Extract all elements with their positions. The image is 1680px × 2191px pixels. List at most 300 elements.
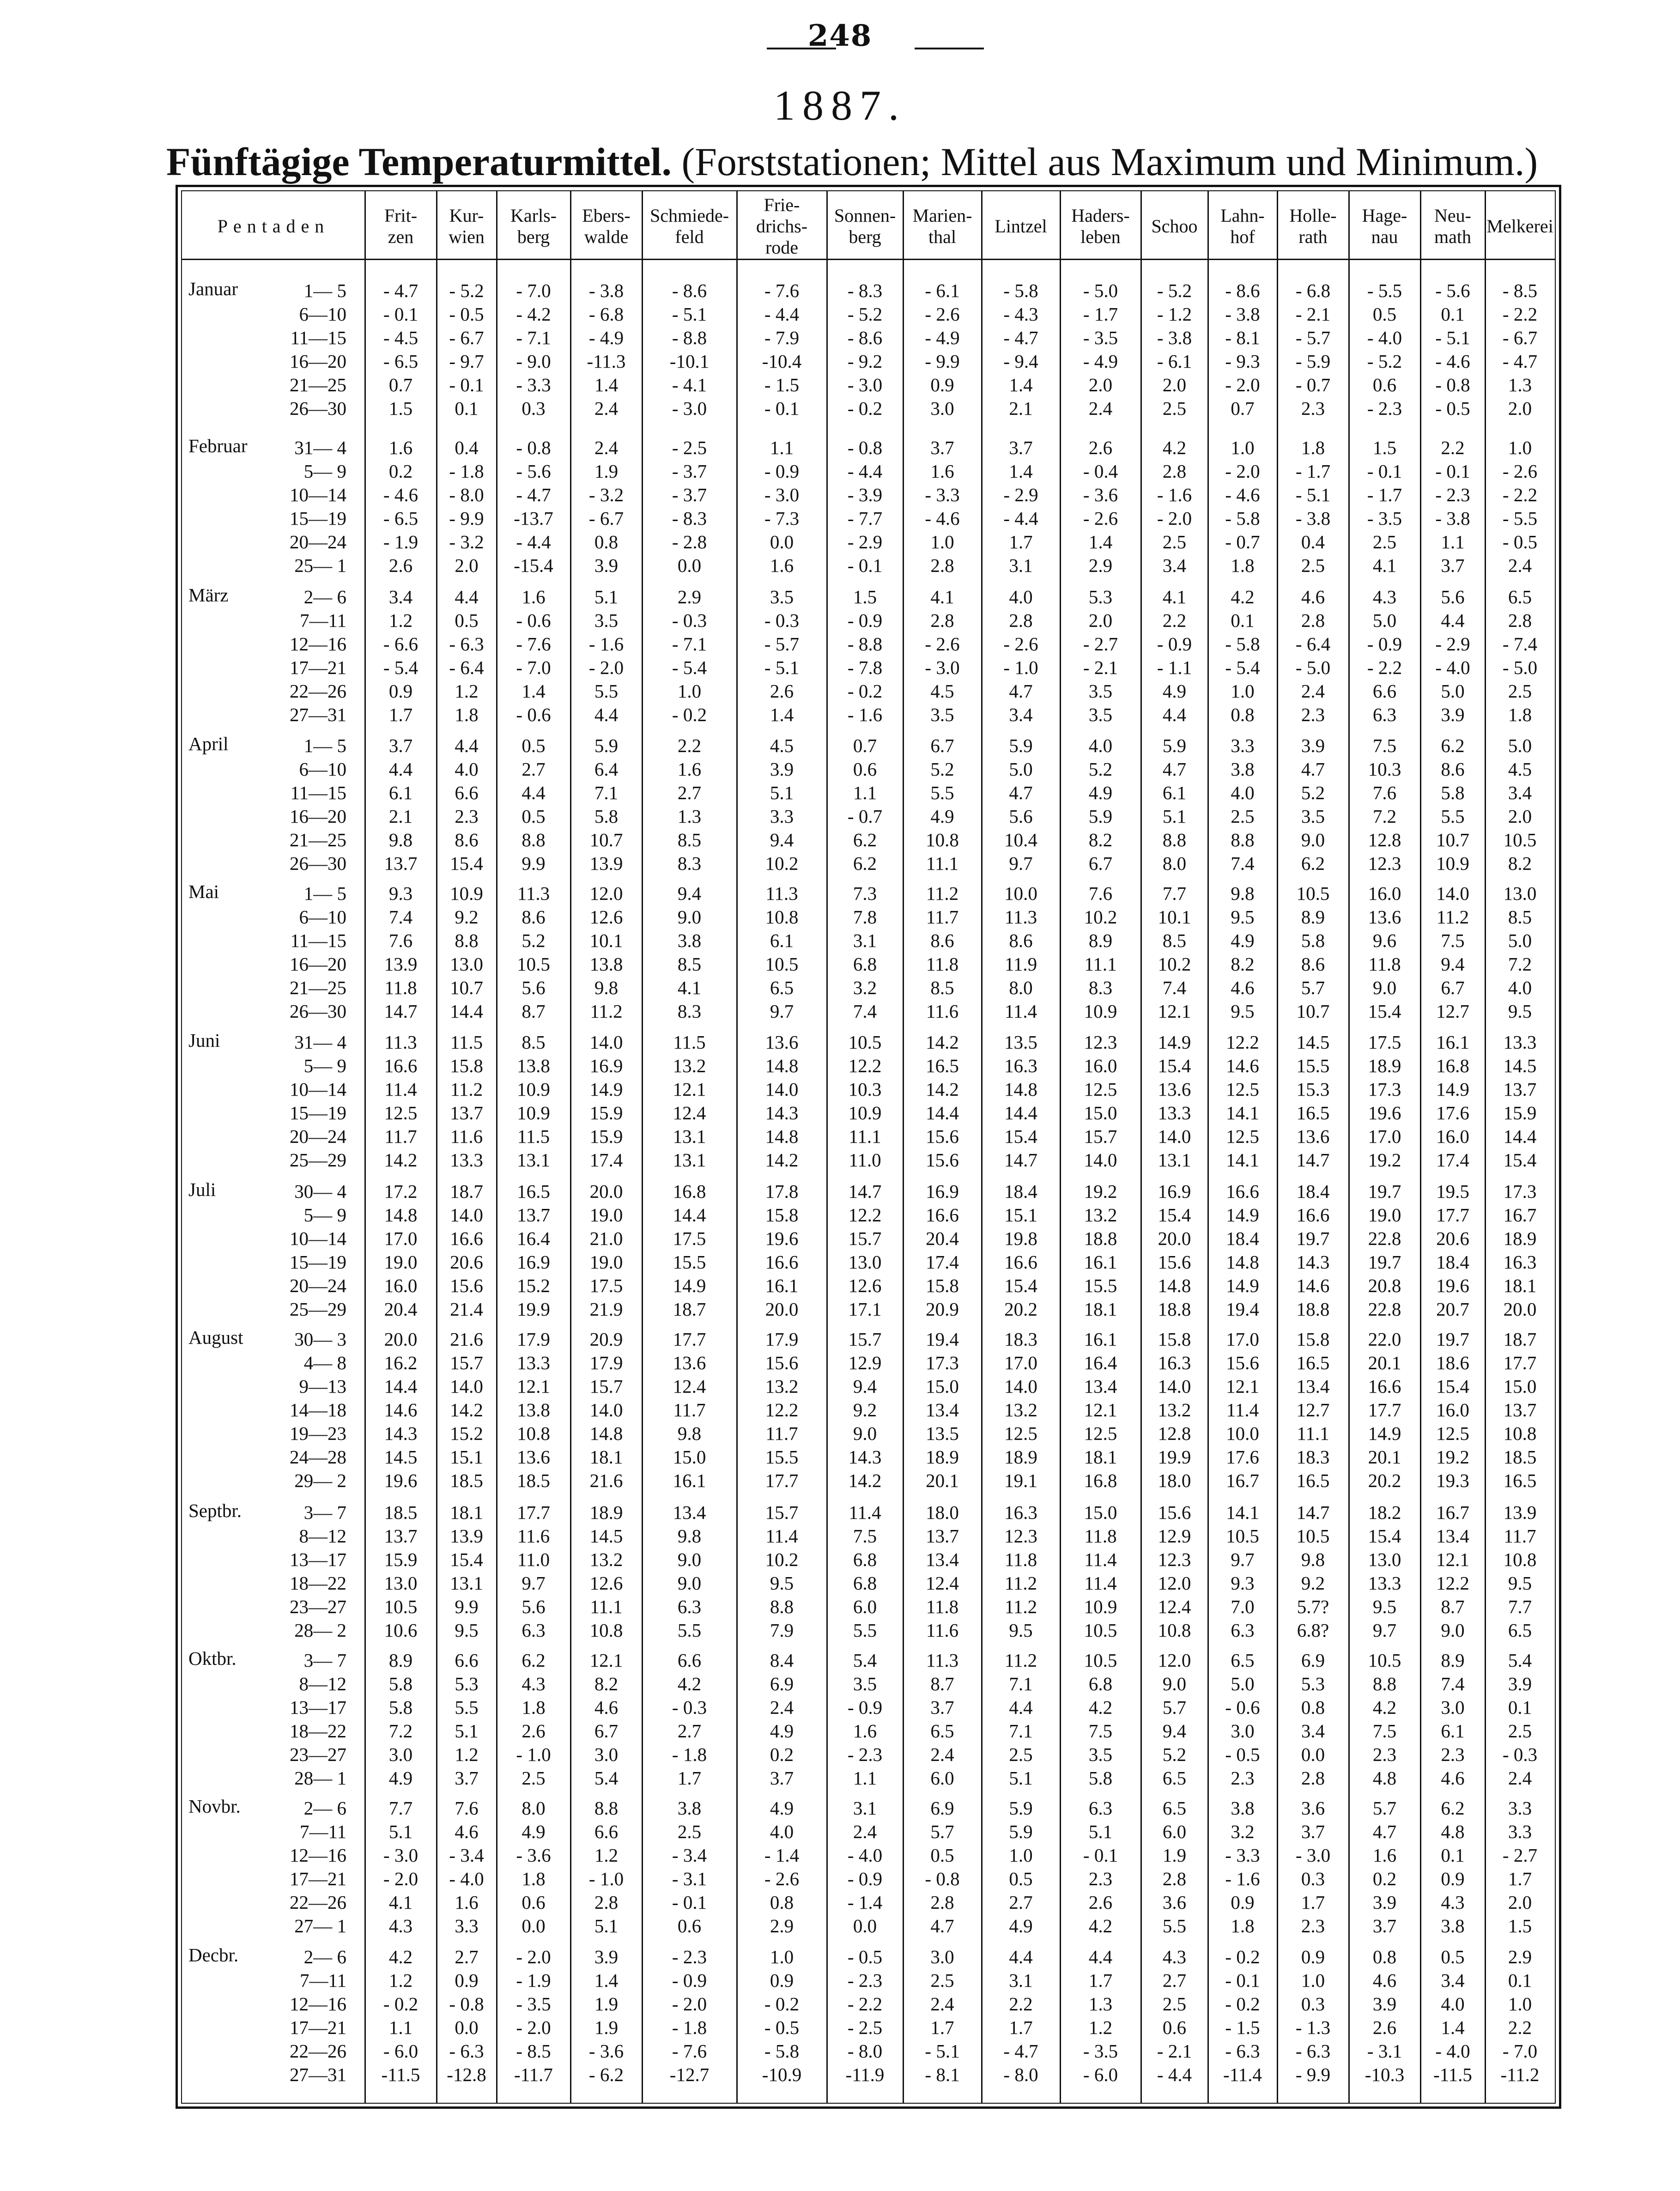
temperature-value: 4.0 <box>455 759 479 780</box>
temperature-value: - 2.2 <box>1367 657 1402 678</box>
temperature-value: 0.0 <box>677 555 702 576</box>
temperature-value: 5.7 <box>1162 1697 1187 1718</box>
temperature-value: 13.0 <box>1503 883 1537 904</box>
temperature-value: 2.0 <box>455 555 479 576</box>
temperature-value: - 8.0 <box>847 2040 883 2062</box>
temperature-value: - 5.2 <box>1157 280 1192 301</box>
temperature-value: - 1.4 <box>847 1892 883 1913</box>
temperature-value: 2.0 <box>1508 1892 1532 1913</box>
temperature-value: 10.5 <box>848 1032 882 1053</box>
temperature-value: 4.6 <box>1372 1970 1397 1991</box>
temperature-value: - 2.0 <box>383 1868 418 1889</box>
temperature-value: 4.8 <box>1441 1821 1465 1842</box>
temperature-value: - 4.7 <box>1502 351 1538 372</box>
temperature-value: 12.4 <box>926 1572 959 1594</box>
temperature-value: 12.5 <box>1226 1079 1259 1100</box>
temperature-value: 19.6 <box>1368 1102 1401 1123</box>
temperature-value: - 0.1 <box>383 303 418 325</box>
temperature-value: 9.0 <box>677 1549 702 1570</box>
temperature-value: 10.5 <box>1503 829 1537 850</box>
temperature-value: 0.8 <box>1372 1946 1397 1967</box>
temperature-value: 13.9 <box>384 953 418 975</box>
temperature-value: - 2.0 <box>1225 374 1260 395</box>
temperature-value: 1.6 <box>930 461 954 482</box>
temperature-value: - 2.0 <box>516 2017 551 2038</box>
temperature-value: 5.3 <box>1088 586 1113 607</box>
temperature-value: 0.2 <box>388 461 413 482</box>
temperature-value: 1.9 <box>594 461 619 482</box>
pentad-range: 9—13 <box>299 1376 346 1397</box>
temperature-value: 11.4 <box>1004 1001 1037 1022</box>
temperature-value: 16.3 <box>1503 1251 1537 1273</box>
temperature-value: 16.1 <box>765 1275 799 1296</box>
temperature-value: 17.3 <box>1503 1181 1537 1202</box>
temperature-value: 13.9 <box>1503 1502 1537 1523</box>
temperature-value: - 2.6 <box>1083 508 1118 529</box>
temperature-value: 11.7 <box>673 1399 706 1420</box>
temperature-value: 6.1 <box>1441 1720 1465 1742</box>
temperature-value: 0.9 <box>388 680 413 702</box>
temperature-value: 1.1 <box>770 437 794 458</box>
temperature-value: 14.7 <box>1296 1149 1330 1171</box>
pentad-range: 31— 4 <box>294 1032 346 1053</box>
temperature-value: 4.5 <box>930 680 954 702</box>
temperature-value: - 0.1 <box>764 398 800 419</box>
temperature-value: 13.3 <box>1368 1572 1401 1594</box>
temperature-value: 6.8 <box>853 1549 877 1570</box>
temperature-value: 17.3 <box>1368 1079 1401 1100</box>
temperature-value: 3.5 <box>594 610 619 631</box>
temperature-value: 10.7 <box>1436 829 1469 850</box>
temperature-value: 0.1 <box>1441 1845 1465 1866</box>
temperature-value: 1.6 <box>1372 1845 1397 1866</box>
temperature-value: - 2.1 <box>1157 2040 1192 2062</box>
temperature-value: 20.0 <box>1503 1299 1537 1320</box>
temperature-value: 3.7 <box>1009 437 1033 458</box>
temperature-value: 3.4 <box>1301 1720 1325 1742</box>
temperature-value: - 0.1 <box>847 555 883 576</box>
temperature-value: 13.1 <box>673 1149 706 1171</box>
pentad-range: 21—25 <box>290 374 346 395</box>
temperature-value: 14.3 <box>765 1102 799 1123</box>
temperature-value: - 7.1 <box>672 633 707 655</box>
temperature-value: 0.5 <box>522 735 546 756</box>
temperature-value: 16.6 <box>765 1251 799 1273</box>
temperature-value: 13.7 <box>926 1525 959 1547</box>
temperature-value: 0.1 <box>1508 1970 1532 1991</box>
temperature-value: - 1.8 <box>449 461 484 482</box>
temperature-value: 5.1 <box>594 1915 619 1936</box>
temperature-value: 16.0 <box>1084 1055 1117 1076</box>
pentad-range: 8—12 <box>299 1673 346 1694</box>
temperature-value: 14.5 <box>589 1525 623 1547</box>
temperature-value: 4.9 <box>770 1797 794 1819</box>
temperature-value: 1.2 <box>1088 2017 1113 2038</box>
temperature-value: 14.6 <box>1296 1275 1330 1296</box>
temperature-value: 16.8 <box>1084 1470 1117 1491</box>
temperature-value: 11.8 <box>384 977 417 998</box>
temperature-value: 9.0 <box>1162 1673 1187 1694</box>
temperature-value: 14.4 <box>384 1376 418 1397</box>
temperature-value: - 0.4 <box>1083 461 1118 482</box>
temperature-value: - 0.2 <box>672 704 707 725</box>
pentad-range: 15—19 <box>290 1251 346 1273</box>
temperature-value: - 4.5 <box>383 327 418 348</box>
temperature-value: 6.1 <box>388 782 413 803</box>
temperature-value: 4.7 <box>1009 782 1033 803</box>
temperature-value: 2.9 <box>770 1915 794 1936</box>
temperature-value: 17.1 <box>848 1299 882 1320</box>
temperature-value: 5.5 <box>677 1620 702 1641</box>
month-label: Novbr. <box>188 1796 241 1817</box>
temperature-value: 10.8 <box>589 1620 623 1641</box>
temperature-value: 0.9 <box>455 1970 479 1991</box>
temperature-value: 15.4 <box>1436 1376 1469 1397</box>
temperature-value: 3.3 <box>455 1915 479 1936</box>
temperature-value: 1.4 <box>1088 531 1113 552</box>
temperature-value: 8.9 <box>388 1650 413 1671</box>
temperature-value: 16.7 <box>1226 1470 1259 1491</box>
temperature-value: 1.5 <box>1372 437 1397 458</box>
temperature-value: 15.8 <box>1158 1329 1191 1350</box>
temperature-value: - 3.0 <box>847 374 883 395</box>
temperature-value: - 8.8 <box>672 327 707 348</box>
temperature-value: 3.0 <box>930 398 954 419</box>
temperature-value: - 2.0 <box>516 1946 551 1967</box>
temperature-value: - 0.5 <box>764 2017 800 2038</box>
temperature-value: - 5.2 <box>847 303 883 325</box>
temperature-value: 16.9 <box>1158 1181 1191 1202</box>
temperature-value: 2.5 <box>1162 531 1187 552</box>
temperature-value: 17.4 <box>926 1251 959 1273</box>
temperature-value: 19.0 <box>589 1251 623 1273</box>
temperature-value: 19.6 <box>765 1228 799 1249</box>
temperature-value: - 6.3 <box>449 2040 484 2062</box>
temperature-value: - 4.6 <box>925 508 960 529</box>
temperature-value: 0.9 <box>930 374 954 395</box>
temperature-value: 15.4 <box>1004 1126 1037 1147</box>
temperature-value: 4.2 <box>1231 586 1255 607</box>
temperature-value: 20.1 <box>1368 1352 1401 1373</box>
temperature-value: 16.9 <box>926 1181 959 1202</box>
temperature-value: 8.8 <box>1162 829 1187 850</box>
temperature-value: 10.8 <box>765 906 799 928</box>
temperature-value: 9.5 <box>1231 1001 1255 1022</box>
temperature-value: 16.6 <box>450 1228 483 1249</box>
temperature-value: - 8.5 <box>516 2040 551 2062</box>
temperature-value: 20.9 <box>589 1329 623 1350</box>
temperature-value: 9.4 <box>853 1376 877 1397</box>
temperature-value: - 0.9 <box>847 610 883 631</box>
temperature-value: 19.8 <box>1004 1228 1037 1249</box>
temperature-value: 11.2 <box>1004 1596 1037 1617</box>
temperature-value: 7.4 <box>1441 1673 1465 1694</box>
temperature-value: - 0.9 <box>1157 633 1192 655</box>
temperature-value: - 7.1 <box>516 327 551 348</box>
pentad-range: 23—27 <box>290 1596 346 1617</box>
temperature-value: 15.9 <box>384 1549 418 1570</box>
temperature-value: 11.4 <box>1084 1549 1117 1570</box>
temperature-value: 6.6 <box>455 782 479 803</box>
temperature-value: 9.8 <box>677 1525 702 1547</box>
temperature-value: 13.6 <box>1368 906 1401 928</box>
temperature-value: 15.7 <box>848 1228 882 1249</box>
temperature-value: 9.8 <box>388 829 413 850</box>
temperature-value: - 6.4 <box>1295 633 1331 655</box>
temperature-value: - 3.8 <box>1225 303 1260 325</box>
temperature-value: -11.2 <box>1500 2064 1540 2085</box>
temperature-value: 2.0 <box>1088 610 1113 631</box>
temperature-value: 17.7 <box>673 1329 706 1350</box>
temperature-value: 10.9 <box>1436 853 1469 874</box>
pentad-range: 26—30 <box>290 853 346 874</box>
temperature-value: 13.8 <box>517 1055 550 1076</box>
temperature-value: 9.8 <box>594 977 619 998</box>
temperature-value: 8.5 <box>1508 906 1532 928</box>
column-header: Frie- drichs- rode <box>756 194 808 258</box>
temperature-value: -11.4 <box>1223 2064 1262 2085</box>
temperature-value: 2.2 <box>1162 610 1187 631</box>
temperature-value: - 9.9 <box>925 351 960 372</box>
temperature-value: - 9.7 <box>449 351 484 372</box>
pentad-range: 2— 6 <box>303 1946 346 1967</box>
temperature-value: - 7.7 <box>847 508 883 529</box>
temperature-value: 6.1 <box>770 930 794 951</box>
temperature-value: 5.0 <box>1231 1673 1255 1694</box>
temperature-value: - 0.9 <box>672 1970 707 1991</box>
temperature-value: 5.6 <box>522 1596 546 1617</box>
temperature-value: - 2.0 <box>1157 508 1192 529</box>
pentad-range: 1— 5 <box>303 280 346 301</box>
temperature-value: 1.0 <box>930 531 954 552</box>
temperature-value: 18.2 <box>1368 1502 1401 1523</box>
temperature-value: 14.9 <box>1226 1204 1259 1226</box>
temperature-value: 18.0 <box>1158 1470 1191 1491</box>
pentad-range: 17—21 <box>290 2017 346 2038</box>
temperature-value: 7.2 <box>388 1720 413 1742</box>
temperature-value: - 8.6 <box>1225 280 1260 301</box>
temperature-value: 10.2 <box>765 1549 799 1570</box>
month-label: Januar <box>188 278 238 299</box>
temperature-value: - 2.6 <box>925 303 960 325</box>
temperature-value: 6.8 <box>1088 1673 1113 1694</box>
temperature-value: 9.3 <box>388 883 413 904</box>
temperature-value: 4.2 <box>1088 1915 1113 1936</box>
temperature-value: - 2.0 <box>588 657 624 678</box>
temperature-value: 1.2 <box>594 1845 619 1866</box>
temperature-value: 4.6 <box>1231 977 1255 998</box>
temperature-value: 4.4 <box>1162 704 1187 725</box>
temperature-value: 5.6 <box>522 977 546 998</box>
temperature-value: - 3.0 <box>383 1845 418 1866</box>
temperature-value: 10.7 <box>589 829 623 850</box>
temperature-value: 10.1 <box>589 930 623 951</box>
temperature-value: 5.4 <box>1508 1650 1532 1671</box>
temperature-value: 4.7 <box>1009 680 1033 702</box>
temperature-value: 3.8 <box>677 1797 702 1819</box>
temperature-value: - 3.1 <box>1367 2040 1402 2062</box>
temperature-value: 16.5 <box>1296 1470 1330 1491</box>
temperature-value: 8.2 <box>1508 853 1532 874</box>
temperature-value: 12.3 <box>1368 853 1401 874</box>
temperature-value: 3.3 <box>1508 1821 1532 1842</box>
pentad-range: 18—22 <box>290 1720 346 1742</box>
temperature-value: - 1.5 <box>764 374 800 395</box>
temperature-value: - 4.9 <box>925 327 960 348</box>
temperature-value: 15.9 <box>589 1126 623 1147</box>
temperature-value: 2.8 <box>1162 461 1187 482</box>
temperature-value: 19.7 <box>1368 1181 1401 1202</box>
temperature-value: 17.6 <box>1436 1102 1469 1123</box>
temperature-value: - 1.9 <box>516 1970 551 1991</box>
temperature-value: 2.9 <box>1088 555 1113 576</box>
temperature-value: 10.9 <box>1084 1596 1117 1617</box>
temperature-value: 14.3 <box>848 1446 882 1468</box>
temperature-value: - 3.8 <box>1157 327 1192 348</box>
temperature-value: 19.7 <box>1436 1329 1469 1350</box>
temperature-value: - 0.2 <box>847 398 883 419</box>
temperature-value: - 6.1 <box>925 280 960 301</box>
temperature-value: 1.2 <box>388 610 413 631</box>
temperature-value: 3.6 <box>1162 1892 1187 1913</box>
temperature-value: 8.8 <box>1231 829 1255 850</box>
temperature-value: 7.2 <box>1372 806 1397 827</box>
temperature-value: 6.2 <box>1441 735 1465 756</box>
temperature-value: - 6.7 <box>588 508 624 529</box>
temperature-value: 10.8 <box>1503 1549 1537 1570</box>
temperature-value: 3.8 <box>1231 759 1255 780</box>
temperature-value: - 7.8 <box>847 657 883 678</box>
temperature-value: 6.2 <box>853 829 877 850</box>
temperature-value: 4.4 <box>1441 610 1465 631</box>
temperature-value: - 7.0 <box>516 280 551 301</box>
temperature-value: - 3.6 <box>1083 484 1118 505</box>
temperature-value: 17.9 <box>517 1329 550 1350</box>
temperature-value: 10.3 <box>1368 759 1401 780</box>
month-label: Oktbr. <box>188 1648 237 1669</box>
temperature-value: - 0.8 <box>925 1868 960 1889</box>
temperature-value: 4.4 <box>388 759 413 780</box>
temperature-value: 14.5 <box>1503 1055 1537 1076</box>
temperature-value: - 8.6 <box>672 280 707 301</box>
temperature-value: 11.3 <box>926 1650 959 1671</box>
temperature-value: 9.0 <box>677 906 702 928</box>
temperature-value: 3.0 <box>388 1744 413 1765</box>
temperature-value: - 5.5 <box>1367 280 1402 301</box>
temperature-value: 21.9 <box>589 1299 623 1320</box>
temperature-value: 15.6 <box>926 1126 959 1147</box>
temperature-value: 15.0 <box>926 1376 959 1397</box>
temperature-value: 20.2 <box>1004 1299 1037 1320</box>
temperature-value: 2.4 <box>1088 398 1113 419</box>
temperature-value: 9.7 <box>1372 1620 1397 1641</box>
temperature-value: - 3.0 <box>925 657 960 678</box>
temperature-value: 11.4 <box>384 1079 417 1100</box>
temperature-value: 14.4 <box>1503 1126 1537 1147</box>
temperature-value: 2.3 <box>1231 1767 1255 1789</box>
temperature-value: - 1.8 <box>672 1744 707 1765</box>
temperature-value: 5.7 <box>1301 977 1325 998</box>
temperature-value: 5.7 <box>1372 1797 1397 1819</box>
temperature-value: - 3.2 <box>449 531 484 552</box>
temperature-value: 15.6 <box>1226 1352 1259 1373</box>
temperature-value: 6.8 <box>853 953 877 975</box>
temperature-value: - 7.0 <box>1502 2040 1538 2062</box>
temperature-value: 9.8 <box>1231 883 1255 904</box>
temperature-value: 6.3 <box>1088 1797 1113 1819</box>
temperature-value: 2.0 <box>1508 398 1532 419</box>
temperature-value: 21.0 <box>589 1228 623 1249</box>
temperature-value: 14.0 <box>589 1032 623 1053</box>
temperature-value: 13.2 <box>673 1055 706 1076</box>
temperature-value: 1.9 <box>594 1993 619 2015</box>
temperature-value: 0.5 <box>1372 303 1397 325</box>
temperature-value: 20.6 <box>1436 1228 1469 1249</box>
temperature-value: 12.1 <box>1158 1001 1191 1022</box>
temperature-value: 13.3 <box>1158 1102 1191 1123</box>
temperature-value: 8.6 <box>455 829 479 850</box>
temperature-value: 3.5 <box>1301 806 1325 827</box>
temperature-value: 8.8 <box>770 1596 794 1617</box>
temperature-value: 20.7 <box>1436 1299 1469 1320</box>
temperature-value: 15.2 <box>450 1423 483 1444</box>
temperature-value: 12.1 <box>1436 1549 1469 1570</box>
temperature-value: 11.8 <box>1368 953 1401 975</box>
temperature-value: 15.4 <box>1503 1149 1537 1171</box>
temperature-value: 4.0 <box>1441 1993 1465 2015</box>
temperature-value: - 5.7 <box>764 633 800 655</box>
temperature-value: 12.9 <box>848 1352 882 1373</box>
temperature-value: 1.7 <box>930 2017 954 2038</box>
temperature-value: 5.9 <box>1009 1797 1033 1819</box>
temperature-value: - 5.1 <box>1435 327 1470 348</box>
temperature-value: 13.6 <box>673 1352 706 1373</box>
temperature-value: - 4.4 <box>1157 2064 1192 2085</box>
temperature-value: 0.3 <box>1301 1993 1325 2015</box>
temperature-value: 13.7 <box>517 1204 550 1226</box>
temperature-value: 11.7 <box>765 1423 798 1444</box>
temperature-value: 14.6 <box>1226 1055 1259 1076</box>
temperature-value: 2.5 <box>1231 806 1255 827</box>
temperature-value: 9.4 <box>1162 1720 1187 1742</box>
temperature-value: 16.6 <box>926 1204 959 1226</box>
temperature-value: - 3.4 <box>672 1845 707 1866</box>
temperature-value: 13.3 <box>1503 1032 1537 1053</box>
temperature-value: 8.3 <box>1088 977 1113 998</box>
temperature-value: 13.0 <box>384 1572 418 1594</box>
temperature-value: - 1.7 <box>1295 461 1331 482</box>
temperature-value: - 4.0 <box>449 1868 484 1889</box>
temperature-value: 5.1 <box>1162 806 1187 827</box>
temperature-value: - 1.6 <box>1225 1868 1260 1889</box>
temperature-value: 3.7 <box>770 1767 794 1789</box>
temperature-value: 20.2 <box>1368 1470 1401 1491</box>
temperature-value: - 0.5 <box>449 303 484 325</box>
temperature-value: 14.7 <box>848 1181 882 1202</box>
temperature-value: 19.5 <box>1436 1181 1469 1202</box>
temperature-value: 17.8 <box>765 1181 799 1202</box>
pentad-range: 21—25 <box>290 977 346 998</box>
temperature-value: 16.1 <box>1084 1329 1117 1350</box>
temperature-value: 8.6 <box>930 930 954 951</box>
pentad-range: 20—24 <box>290 1275 346 1296</box>
temperature-value: 0.1 <box>1441 303 1465 325</box>
temperature-value: 5.1 <box>594 586 619 607</box>
temperature-value: 15.3 <box>1296 1079 1330 1100</box>
temperature-value: 0.5 <box>1009 1868 1033 1889</box>
temperature-value: 14.8 <box>589 1423 623 1444</box>
temperature-value: 16.6 <box>1296 1204 1330 1226</box>
